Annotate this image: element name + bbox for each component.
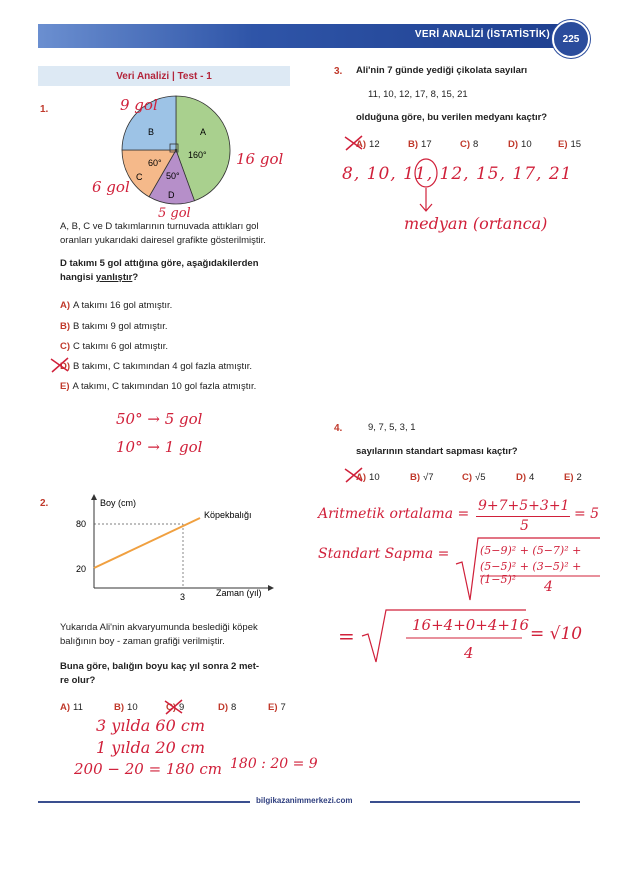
q2-option-c[interactable]: C) 9 (166, 702, 185, 713)
header-title: VERİ ANALİZİ (İSTATİSTİK) (414, 29, 550, 40)
hand-b-goals: 9 gol (120, 96, 158, 114)
q4-option-e[interactable]: E) 2 (564, 472, 582, 483)
hand-c-goals: 6 gol (92, 178, 130, 196)
hand-q4-sd-num-2: (5−5)² + (3−5)² + (1−5)² (480, 560, 582, 586)
question-3-number: 3. (334, 66, 343, 77)
pie-angle-c: 60° (148, 158, 162, 168)
y-axis-label: Boy (cm) (100, 498, 136, 508)
q1-question: D takımı 5 gol attığına göre, aşağıdakilerden hangisi yanlıştır? (60, 258, 259, 283)
pie-angle-d: 50° (166, 171, 180, 181)
hand-q4-mean-num: 9+7+5+3+1 (478, 498, 570, 514)
x-tick-3: 3 (180, 592, 186, 602)
hand-q2-line-2: 1 yılda 20 cm (96, 738, 205, 757)
hand-q1-work-1: 50° → 5 gol (116, 410, 203, 428)
hand-q4-final-num: 16+4+0+4+16 (412, 616, 530, 634)
hand-q1-work-2: 10° → 1 gol (116, 438, 203, 456)
hand-q4-sd-num-1: (5−9)² + (5−7)² + (480, 544, 582, 557)
hand-q4-mean-res: = 5 (574, 506, 600, 522)
x-axis-label: Zaman (yıl) (216, 588, 262, 598)
q1-option-b[interactable]: B) B takımı 9 gol atmıştır. (60, 321, 168, 332)
question-1-number: 1. (40, 104, 49, 115)
hand-a-goals: 16 gol (236, 150, 284, 168)
y-tick-80: 80 (76, 519, 87, 529)
q3-question: olduğuna göre, bu verilen medyanı kaçtır? (356, 112, 548, 123)
hand-d-goals: 5 gol (158, 206, 191, 221)
q3-option-e[interactable]: E) 15 (558, 139, 582, 150)
hand-q4-equals: = (338, 624, 355, 648)
question-2-number: 2. (40, 498, 49, 509)
q1-option-e[interactable]: E) A takımı, C takımından 10 gol fazla atmıştır. (60, 381, 257, 392)
column-divider (306, 60, 307, 780)
q4-question: sayılarının standart sapması kaçtır? (356, 446, 518, 457)
hand-q2-line-4: 180 : 20 = 9 (230, 756, 318, 772)
q1-option-d[interactable]: D) B takımı, C takımından 4 gol fazla atmıştır. (60, 361, 253, 372)
hand-q4-final-root (360, 606, 530, 666)
q4-option-b[interactable]: B) √7 (410, 472, 434, 483)
q4-option-d[interactable]: D) 4 (516, 472, 535, 483)
q3-option-d[interactable]: D) 10 (508, 139, 532, 150)
q2-line-graph (60, 492, 280, 602)
hand-q4-final-den: 4 (464, 644, 474, 662)
q3-intro: Ali'nin 7 günde yediği çikolata sayıları (356, 65, 528, 76)
hand-q4-sd-label: Standart Sapma = (318, 546, 450, 562)
pie-angle-a: 160° (188, 150, 207, 160)
pie-label-c: C (136, 172, 143, 182)
question-4-number: 4. (334, 423, 343, 434)
series-line (94, 518, 200, 568)
footer-line-left (38, 801, 250, 803)
q3-option-b[interactable]: B) 17 (408, 139, 432, 150)
hand-q2-line-3: 200 − 20 = 180 cm (74, 760, 222, 778)
page-number: 225 (552, 20, 590, 58)
q3-answer-mark (342, 134, 366, 152)
hand-q3-sorted: 8, 10, 11, 12, 15, 17, 21 (342, 164, 573, 184)
q4-data: 9, 7, 5, 3, 1 (368, 422, 416, 433)
hand-q4-mean-label: Aritmetik ortalama = (318, 506, 470, 522)
q4-answer-mark (342, 466, 366, 484)
hand-q4-sd-den: 4 (544, 579, 553, 595)
hand-q4-final-res: = √10 (530, 624, 583, 644)
test-title: Veri Analizi | Test - 1 (38, 66, 290, 86)
footer-line-right (370, 801, 580, 803)
q4-option-a[interactable]: A) 10 (356, 472, 380, 483)
q2-question: Buna göre, balığın boyu kaç yıl sonra 2 met- re olur? (60, 661, 260, 686)
pie-label-a: A (200, 127, 207, 137)
pie-label-d: D (168, 190, 175, 200)
pie-label-b: B (148, 127, 155, 137)
hand-q4-mean-bar (476, 516, 570, 517)
q2-option-e[interactable]: E) 7 (268, 702, 286, 713)
q2-option-d[interactable]: D) 8 (218, 702, 237, 713)
y-tick-20: 20 (76, 564, 87, 574)
footer-url[interactable]: bilgikazanimmerkezi.com (256, 796, 353, 805)
q1-text: A, B, C ve D takımlarının turnuvada attıkları gol oranları yukarıdaki dairesel grafikte gösterilmiştir. (60, 221, 266, 246)
q2-answer-mark (162, 698, 186, 716)
q3-option-c[interactable]: C) 8 (460, 139, 479, 150)
q3-data: 11, 10, 12, 17, 8, 15, 21 (368, 89, 468, 100)
q1-option-a[interactable]: A) A takımı 16 gol atmıştır. (60, 300, 173, 311)
hand-q2-line-1: 3 yılda 60 cm (96, 716, 205, 735)
hand-q4-mean-den: 5 (520, 518, 529, 534)
q2-text: Yukarıda Ali'nin akvaryumunda beslediği köpek balığının boy - zaman grafiği verilmiştir. (60, 622, 258, 647)
q3-option-a[interactable]: A) 12 (356, 139, 380, 150)
q4-option-c[interactable]: C) √5 (462, 472, 486, 483)
q2-option-b[interactable]: B) 10 (114, 702, 138, 713)
q2-option-a[interactable]: A) 11 (60, 702, 83, 713)
hand-q3-label: medyan (ortanca) (404, 214, 548, 233)
q1-option-c[interactable]: C) C takımı 6 gol atmıştır. (60, 341, 169, 352)
q1-answer-mark (48, 356, 72, 374)
series-label: Köpekbalığı (204, 510, 252, 520)
